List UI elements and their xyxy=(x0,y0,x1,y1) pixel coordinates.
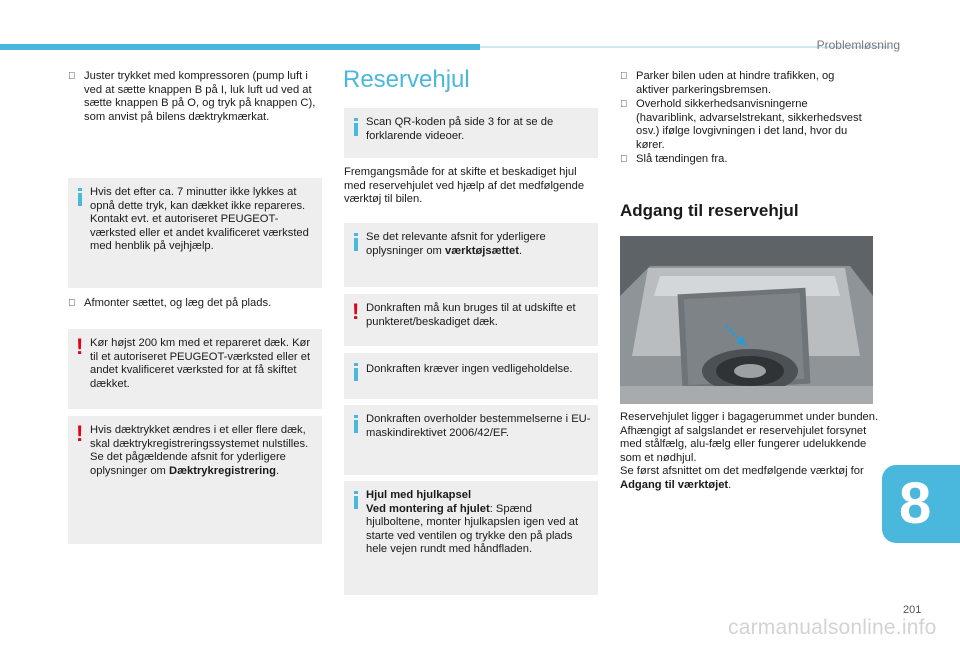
warning-box-jack-use xyxy=(344,294,598,346)
trunk-illustration xyxy=(620,236,873,404)
info-box-qr xyxy=(344,108,598,158)
info-icon xyxy=(354,118,358,136)
exclamation-icon: ! xyxy=(352,299,360,324)
hubcap-title: Hjul med hjulkapsel xyxy=(366,489,472,501)
warning-text: Kør højst 200 km med et repareret dæk. Kør til et autoriseret PEUGEOT-værksted eller et andet kvalificeret værksted for at få skiftet dækket. xyxy=(90,337,311,390)
info-icon xyxy=(354,491,358,509)
heading-adgang: Adgang til reservehjul xyxy=(620,201,799,220)
watermark: carmanualsonline.info xyxy=(728,616,937,639)
info-box-tools xyxy=(344,223,598,287)
warning-text-block xyxy=(90,424,316,478)
intro-paragraph: Fremgangsmåde for at skifte et beskadiget hjul med reservehjulet ved hjælp af det medfølgende værktøj til bilen. xyxy=(344,166,585,206)
caption-block xyxy=(620,411,882,493)
bullet-text: Overhold sikkerhedsanvisningerne (havariblink, advarselstrekant, sikkerhedsvest osv.) ifølge lovgivningen i det land, hvor du kører. xyxy=(636,98,862,151)
caption-variants: Afhængigt af salgslandet er reservehjulet forsynet med stålfælg, alu-fælg eller fungerer udelukkende som et nødhjul. xyxy=(620,424,867,464)
bullet-text: Juster trykket med kompressoren (pump luft i ved at sætte knappen B på I, luk luft ud ved at sætte knappen B på O, og tryk på knappen C), som anvist på bilens dæktrykmærkat. xyxy=(84,70,316,123)
hubcap-text: : Spænd hjulboltene, monter hjulkapslen igen ved at starte ved ventilen og trykke den på plads hele vejen rundt med håndfladen. xyxy=(366,502,579,556)
square-bullet-icon xyxy=(620,70,628,84)
info-icon xyxy=(354,415,358,433)
square-bullet-icon xyxy=(68,297,76,311)
bullet-adjust-pressure xyxy=(68,70,316,124)
exclamation-icon: ! xyxy=(76,421,84,446)
warning-box-200km xyxy=(68,329,322,409)
bullet-text: Slå tændingen fra. xyxy=(636,153,728,165)
heading-reservehjul: Reservehjul xyxy=(343,66,470,93)
caption-reference: Se først afsnittet om det medfølgende værktøj for xyxy=(620,465,864,478)
bullet-park xyxy=(620,70,870,97)
warning-text: Hvis dæktrykket ændres i et eller flere dæk, skal dæktrykregistreringssystemet nulstilles. xyxy=(90,424,309,450)
info-icon xyxy=(354,233,358,251)
warning-text-end: . xyxy=(275,464,280,477)
caption-reference-end: . xyxy=(728,478,732,491)
warning-box-tpms xyxy=(68,416,322,544)
chapter-tab xyxy=(882,465,960,543)
caption-location: Reservehjulet ligger i bagagerummet under bunden. xyxy=(620,411,879,423)
warning-text-ref: Se det pågældende afsnit for yderligere oplysninger om xyxy=(90,451,286,477)
spare-wheel-photo xyxy=(620,236,873,404)
bullet-ignition xyxy=(620,153,870,167)
header-accent-bar xyxy=(0,44,480,50)
info-text-end: . xyxy=(518,244,523,257)
info-text-block xyxy=(366,489,592,557)
hubcap-label: Ved montering af hjulet xyxy=(366,502,490,515)
info-icon xyxy=(78,188,82,206)
square-bullet-icon xyxy=(620,153,628,167)
info-box-seven-minutes xyxy=(68,178,322,288)
bullet-text: Afmonter sættet, og læg det på plads. xyxy=(84,297,272,309)
bullet-remove-kit xyxy=(68,297,316,311)
bullet-safety xyxy=(620,98,870,152)
bullet-text: Parker bilen uden at hindre trafikken, og aktiver parkeringsbremsen. xyxy=(636,70,835,96)
info-box-hubcap xyxy=(344,481,598,595)
info-icon xyxy=(354,363,358,381)
warning-text: Donkraften må kun bruges til at udskifte et punkteret/beskadiget dæk. xyxy=(366,302,576,328)
info-text: Hvis det efter ca. 7 minutter ikke lykkes at opnå dette tryk, kan dækket ikke repareres. Kontakt evt. et autoriseret PEUGEOT-værksted eller et andet kvalificeret værksted med henblik på vejhjælp. xyxy=(90,186,309,253)
info-box-eu-directive xyxy=(344,405,598,475)
info-box-jack-maintenance xyxy=(344,353,598,399)
square-bullet-icon xyxy=(68,70,76,84)
info-text: Se det relevante afsnit for yderligere oplysninger om xyxy=(366,231,546,257)
square-bullet-icon xyxy=(620,98,628,112)
section-title: Problemløsning xyxy=(816,38,900,52)
caption-reference-bold: Adgang til værktøjet xyxy=(620,478,729,491)
info-text-bold: værktøjsættet xyxy=(444,244,519,257)
warning-text-bold: Dæktrykregistrering xyxy=(168,464,276,477)
chapter-number: 8 xyxy=(899,471,932,536)
page-number: 201 xyxy=(903,604,922,616)
exclamation-icon: ! xyxy=(76,334,84,359)
info-text-block xyxy=(366,231,592,258)
info-text: Scan QR-koden på side 3 for at se de forklarende videoer. xyxy=(366,116,554,142)
info-text: Donkraften kræver ingen vedligeholdelse. xyxy=(366,363,573,375)
info-text: Donkraften overholder bestemmelserne i EU-maskindirektivet 2006/42/EF. xyxy=(366,413,591,439)
